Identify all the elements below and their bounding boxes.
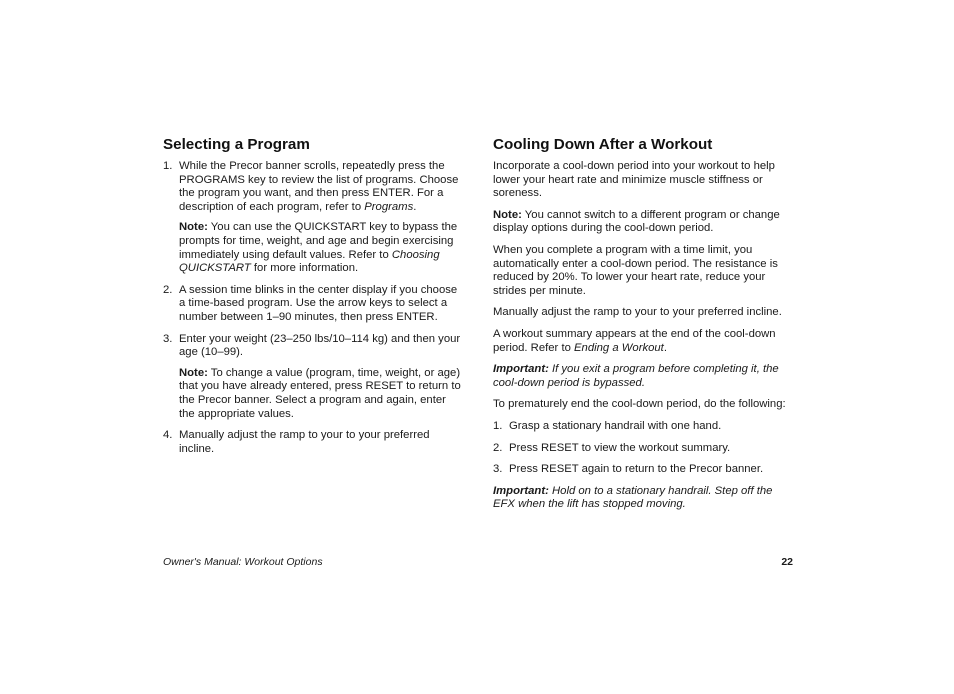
note-text: To change a value (program, time, weight, or age) that you have already entered, press RESET to return to the Precor banner. Select a program and again, enter the appropriate values. <box>179 366 461 420</box>
item-text: A session time blinks in the center display if you choose a time-based program. Use the arrow keys to select a number between 1–90 minutes, then press ENTER. <box>179 283 458 323</box>
important-notice <box>493 363 793 390</box>
note-label: Note: <box>179 366 208 379</box>
paragraph: Manually adjust the ramp to your to your preferred incline. <box>493 306 782 319</box>
important-label: Important: <box>493 484 549 497</box>
note <box>179 221 463 275</box>
step-number: 1. <box>493 419 503 432</box>
item-text: While the Precor banner scrolls, repeatedly press the PROGRAMS key to review the list of programs. Choose the program you want, and then press ENTER. For a description of each program, refer to <box>179 160 459 213</box>
step-text: Grasp a stationary handrail with one hand. <box>509 419 722 432</box>
item-number: 4. <box>163 429 173 442</box>
note-text: You cannot switch to a different program or change display options during the cool-down period. <box>493 208 780 235</box>
step-text: Press RESET again to return to the Precor banner. <box>509 463 764 476</box>
item-text-tail: . <box>413 200 417 213</box>
cross-reference: Programs <box>364 200 414 213</box>
important-notice <box>493 485 793 512</box>
note-text-tail: for more information. <box>250 262 359 275</box>
item-number: 1. <box>163 160 173 172</box>
important-text: If you exit a program before completing it, the cool-down period is bypassed. <box>493 363 779 389</box>
note <box>493 209 793 236</box>
list-item <box>163 333 463 422</box>
section-title-selecting-program: Selecting a Program <box>163 136 310 153</box>
right-column <box>493 135 793 520</box>
page-number: 22 <box>781 556 793 568</box>
list-item <box>163 429 463 456</box>
paragraph-text: A workout summary appears at the end of the cool-down period. Refer to <box>493 327 776 354</box>
item-text: Manually adjust the ramp to your to your preferred incline. <box>179 429 430 455</box>
note <box>179 367 463 421</box>
step-number: 2. <box>493 441 503 454</box>
list-item <box>163 284 463 325</box>
item-text: Enter your weight (23–250 lbs/10–114 kg) and then your age (10–99). <box>179 332 461 359</box>
important-text: Hold on to a stationary handrail. Step off the EFX when the lift has stopped moving. <box>493 484 773 511</box>
paragraph-text-tail: . <box>663 341 667 354</box>
step-item <box>493 442 793 456</box>
step-text: Press RESET to view the workout summary. <box>509 441 731 454</box>
cross-reference: Choosing QUICKSTART <box>179 248 440 275</box>
step-item <box>493 420 793 434</box>
note-label: Note: <box>493 208 522 221</box>
item-number: 3. <box>163 332 173 345</box>
paragraph: Incorporate a cool-down period into your workout to help lower your heart rate and minimize muscle stiffness or soreness. <box>493 160 775 200</box>
paragraph: When you complete a program with a time limit, you automatically enter a cool-down period. The resistance is reduced by 20%. To lower your heart rate, reduce your strides per minute. <box>493 243 778 297</box>
note-text: You can use the QUICKSTART key to bypass the prompts for time, weight, and age and begin exercising immediately using default values. Refer to <box>179 221 458 261</box>
cross-reference: Ending a Workout <box>574 341 664 354</box>
list-item <box>163 160 463 276</box>
step-number: 3. <box>493 463 503 476</box>
item-number: 2. <box>163 283 173 296</box>
paragraph: To prematurely end the cool-down period, do the following: <box>493 398 786 411</box>
footer-title: Owner's Manual: Workout Options <box>163 556 323 568</box>
left-column <box>163 135 463 464</box>
important-label: Important: <box>493 363 549 376</box>
note-label: Note: <box>179 221 208 234</box>
step-item <box>493 463 793 477</box>
section-title-cooling-down: Cooling Down After a Workout <box>493 136 713 153</box>
paragraph <box>493 328 793 355</box>
